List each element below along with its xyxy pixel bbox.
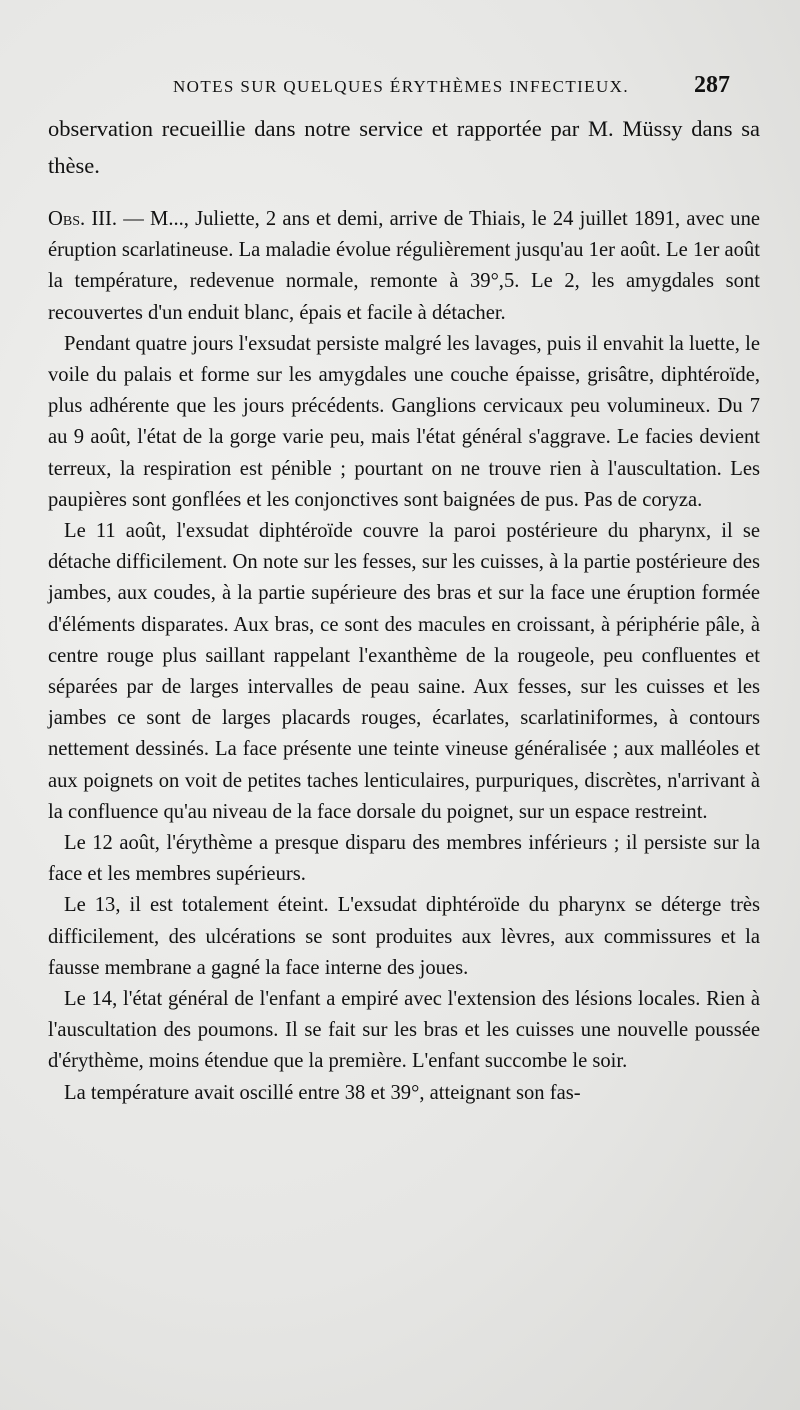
paragraph-exsudat: Pendant quatre jours l'exsudat persiste malgré les lavages, puis il envahit la luette, le voile du palais et forme sur les amygdales une couche épaisse, grisâtre, diphtéroïde, plus adhérente que les jours précédents. Ganglions cervicaux peu volumineux. Du 7 au 9 août, l'état de la gorge varie peu, mais l'état général s'aggrave. Le facies devient terreux, la respiration est pénible ; pourtant on ne trouve rien à l'auscultation. Les paupières sont gonflées et les conjonctives sont baignées de pus. Pas de coryza. xyxy=(48,332,760,511)
paragraph-12-aout: Le 12 août, l'érythème a presque disparu des membres inférieurs ; il persiste sur la face et les membres supérieurs. xyxy=(48,832,760,886)
paragraph-11-aout: Le 11 août, l'exsudat diphtéroïde couvre la paroi postérieure du pharynx, il se détache difficilement. On note sur les fesses, sur les cuisses, à la partie postérieure des jambes, aux coudes, à la partie supérieure des bras et sur la face une éruption formée d'éléments disparates. Aux bras, ce sont des macules en croissant, à périphérie pâle, à centre rouge plus saillant rappelant l'exanthème de la rougeole, peu confluentes et séparées par de larges intervalles de peau saine. Aux fesses, sur les cuisses et les jambes ce sont de larges placards rouges, écarlates, scarlatiniformes, à contours nettement dessinés. La face présente une teinte vineuse généralisée ; aux malléoles et aux poignets on voit de petites taches lenticulaires, purpuriques, discrètes, n'arrivant à la confluence qu'au niveau de la face dorsale du poignet, sur un espace restreint. xyxy=(48,520,760,823)
running-head xyxy=(48,72,760,106)
running-title: NOTES SUR QUELQUES ÉRYTHÈMES INFECTIEUX. xyxy=(173,77,629,96)
observation-paragraph xyxy=(48,204,760,329)
paragraph-13: Le 13, il est totalement éteint. L'exsudat diphtéroïde du pharynx se déterge très difficilement, des ulcérations se sont produites aux lèvres, aux commissures et la fausse membrane a gagné la face interne des joues. xyxy=(48,894,760,979)
observation-text: — M..., Juliette, 2 ans et demi, arrive de Thiais, le 24 juillet 1891, avec une éruption scarlatineuse. La maladie évolue régulièrement jusqu'au 1er août. Le 1er août la température, redevenue normale, remonte à 39°,5. Le 2, les amygdales sont recouvertes d'un enduit blanc, épais et facile à détacher. xyxy=(48,208,761,324)
observation-label: Obs. III. xyxy=(48,208,118,230)
paragraph-14: Le 14, l'état général de l'enfant a empiré avec l'extension des lésions locales. Rien à l'auscultation des poumons. Il se fait sur les bras et les cuisses une nouvelle poussée d'érythème, moins étendue que la première. L'enfant succombe le soir. xyxy=(48,988,760,1073)
paragraph-continuation: observation recueillie dans notre service et rapportée par M. Müssy dans sa thèse. xyxy=(48,116,760,178)
page-number: 287 xyxy=(694,72,730,98)
paragraph-temperature: La température avait oscillé entre 38 et 39°, atteignant son fas- xyxy=(64,1081,581,1104)
